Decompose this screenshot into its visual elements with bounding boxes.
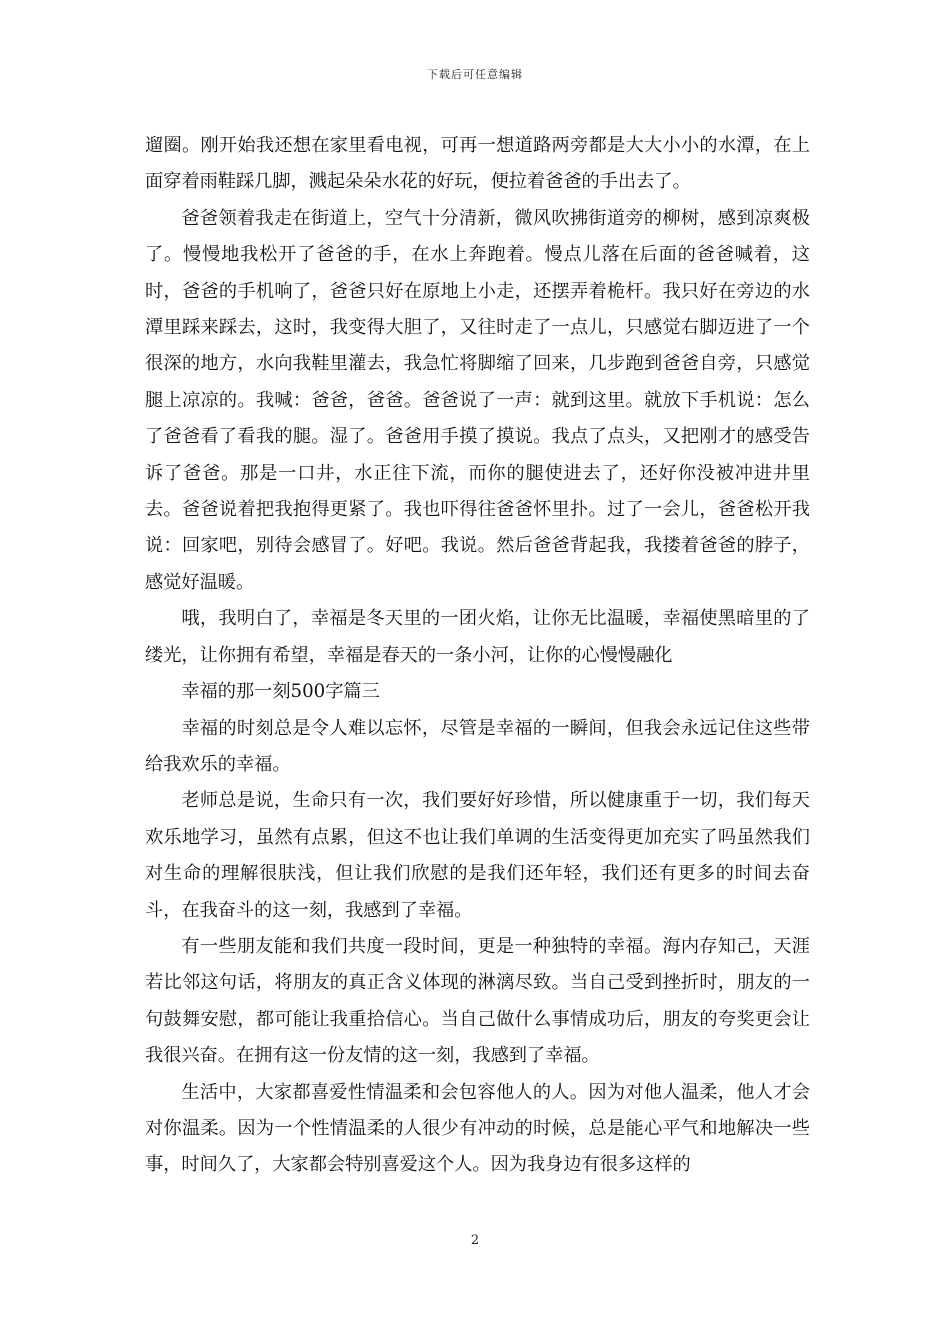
- document-body: [145, 128, 810, 1184]
- paragraph-5: 幸福的时刻总是令人难以忘怀，尽管是幸福的一瞬间，但我会永远记住这些带给我欢乐的幸福。: [145, 717, 810, 775]
- paragraph-1: 遛圈。刚开始我还想在家里看电视，可再一想道路两旁都是大大小小的水潭，在上面穿着雨鞋踩几脚，溅起朵朵水花的好玩，便拉着爸爸的手出去了。: [145, 135, 810, 193]
- page-header: 下载后可任意编辑: [427, 68, 523, 81]
- paragraph-8: 生活中，大家都喜爱性情温柔和会包容他人的人。因为对他人温柔，他人才会对你温柔。因为一个性情温柔的人很少有冲动的时候，总是能心平气和地解决一些事，时间久了，大家都会特别喜爱这个人。因为我身边有很多这样的: [145, 1081, 810, 1176]
- paragraph-7: 有一些朋友能和我们共度一段时间，更是一种独特的幸福。海内存知己，天涯若比邻这句话，将朋友的真正含义体现的淋漓尽致。当自己受到挫折时，朋友的一句鼓舞安慰，都可能让我重拾信心。当自己做什么事情成功后，朋友的夸奖更会让我很兴奋。在拥有这一份友情的这一刻，我感到了幸福。: [145, 935, 810, 1067]
- paragraph-3: 哦，我明白了，幸福是冬天里的一团火焰，让你无比温暖，幸福使黑暗里的了缕光，让你拥有希望，幸福是春天的一条小河，让你的心慢慢融化: [145, 608, 810, 666]
- paragraph-2: 爸爸领着我走在街道上，空气十分清新，微风吹拂街道旁的柳树，感到凉爽极了。慢慢地我松开了爸爸的手，在水上奔跑着。慢点儿落在后面的爸爸喊着，这时，爸爸的手机响了，爸爸只好在原地上小走，还摆弄着桅杆。我只好在旁边的水潭里踩来踩去，这时，我变得大胆了，又往时走了一点儿，只感觉右脚迈进了一个很深的地方，水向我鞋里灌去，我急忙将脚缩了回来，几步跑到爸爸自旁，只感觉腿上凉凉的。我喊：爸爸，爸爸。爸爸说了一声：就到这里。就放下手机说：怎么了爸爸看了看我的腿。湿了。爸爸用手摸了摸说。我点了点头，又把刚才的感受告诉了爸爸。那是一口井，水正往下流，而你的腿使进去了，还好你没被冲进井里去。爸爸说着把我抱得更紧了。我也吓得往爸爸怀里扑。过了一会儿，爸爸松开我说：回家吧，别待会感冒了。好吧。我说。然后爸爸背起我，我搂着爸爸的脖子，感觉好温暖。: [145, 207, 810, 593]
- page-number: 2: [470, 1233, 480, 1248]
- section-heading: 幸福的那一刻500字篇三: [181, 681, 380, 703]
- paragraph-6: 老师总是说，生命只有一次，我们要好好珍惜，所以健康重于一切，我们每天欢乐地学习，虽然有点累，但这不也让我们单调的生活变得更加充实了吗虽然我们对生命的理解很肤浅，但让我们欣慰的是我们还年轻，我们还有更多的时间去奋斗，在我奋斗的这一刻，我感到了幸福。: [145, 790, 810, 921]
